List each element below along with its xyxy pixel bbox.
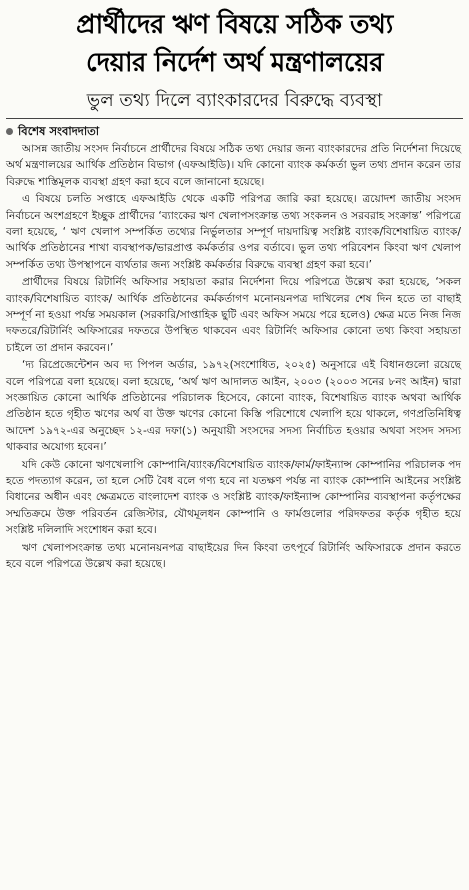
byline-text: বিশেষ সংবাদদাতা bbox=[18, 124, 100, 138]
headline-line-2: দেয়ার নির্দেশ অর্থ মন্ত্রণালয়ের bbox=[85, 48, 383, 78]
article-body bbox=[6, 141, 461, 572]
headline-line-1: প্রার্থীদের ঋণ বিষয়ে সঠিক তথ্য bbox=[76, 10, 393, 40]
paragraph-5: যদি কেউ কোনো ঋণখেলাপি কোম্পানি/ব্যাংক/বিশেষায়িত ব্যাংক/ফার্ম/ফাইন্যান্স কোম্পানির পরিচালক পদ হতে পদত্যাগ করেন, তা হলে সেটি বৈধ বলে গণ্য হবে না যতক্ষণ পর্যন্ত না ব্যাংক কোম্পানি আইনের সংশ্লিষ্ট বিধানের অধীন এবং ক্ষেত্রমতে বাংলাদেশ ব্যাংক ও সংশ্লিষ্ট ব্যাংক/ফাইন্যান্স কোম্পানির ব্যবস্থাপনা কর্তৃপক্ষের সম্মতিক্রমে উক্ত পরিবর্তন রেজিস্টার, যৌথমূলধন কোম্পানি ও ফার্মগুলোর পরিদফতর কর্তৃক গৃহীত হয়ে সংশ্লিষ্ট দলিলাদি সংশোধন করা হবে। bbox=[6, 458, 461, 536]
paragraph-3: প্রার্থীদের বিষয়ে রিটার্নিং অফিসার সহায়তা করার নির্দেশনা দিয়ে পরিপত্রে উল্লেখ করা হয়েছে, ‘সকল ব্যাংক/বিশেষায়িত ব্যাংক/ আর্থিক প্রতিষ্ঠানের কর্মকর্তাগণ মনোনয়নপত্র দাখিলের শেষ দিন হতে তা বাছাই সম্পূর্ণ না হওয়া পর্যন্ত সময়কাল (সরকারি/সাপ্তাহিক ছুটি এবং অফিস সময়ে পরে হলেও) ক্ষেত্র মতে নিজ নিজ দফতরে/রিটার্নিং অফিসারের দফতরে উপস্থিত থাকবেন এবং রিটার্নিং অফিসার কোনো তথ্য কিংবা সহায়তা চাইলে তা প্রদান করবেন।’ bbox=[6, 276, 461, 354]
paragraph-6: ঋণ খেলাপসংক্রান্ত তথ্য মনোনয়নপত্র বাছাইয়ের দিন কিংবা তৎপূর্বে রিটার্নিং অফিসারকে প্রদান করতে হবে বলে পরিপত্রে উল্লেখ করা হয়েছে। bbox=[6, 541, 461, 570]
paragraph-4: ‘দ্য রিপ্রেজেন্টেশন অব দ্য পিপল অর্ডার, ১৯৭২(সংশোধিত, ২০২৫) অনুসারে এই বিধানগুলো রয়েছে বলে পরিপত্রে বলা হয়েছে। বলা হয়েছে, ‘অর্থ ঋণ আদালত আইন, ২০০৩ (২০০৩ সনের ৮নং আইন) দ্বারা সংজ্ঞায়িত কোনো আর্থিক প্রতিষ্ঠানের পরিচালক হিসেবে, কোনো ব্যাংক, বিশেষায়িত ব্যাংক অথবা আর্থিক প্রতিষ্ঠান হতে গৃহীত ঋণের অর্থ বা উক্ত ঋণের কোনো কিস্তি পরিশোধে খেলাপি হয়ে থাকলে, গণপ্রতিনিধিত্ব আদেশ ১৯৭২-এর অনুচ্ছেদ ১২-এর দফা(১) অনুযায়ী সংসদের সদস্য নির্বাচিত হওয়ার অথবা সংসদ সদস্য থাকবার অযোগ্য হবেন।’ bbox=[6, 359, 461, 453]
divider bbox=[6, 118, 463, 119]
subheadline: ভুল তথ্য দিলে ব্যাংকারদের বিরুদ্ধে ব্যবস্থা bbox=[86, 90, 383, 111]
byline bbox=[6, 123, 461, 139]
headline bbox=[4, 6, 465, 82]
paragraph-1: আসন্ন জাতীয় সংসদ নির্বাচনে প্রার্থীদের বিষয়ে সঠিক তথ্য দেয়ার জন্য ব্যাংকারদের প্রতি নির্দেশনা দিয়েছে অর্থ মন্ত্রণালয়ের আর্থিক প্রতিষ্ঠান বিভাগ (এফআইডি)। যদি কোনো ব্যাংক কর্মকর্তা ভুল তথ্য প্রদান করেন তার বিরুদ্ধে শাস্তিমূলক ব্যবস্থা গ্রহণ করা হবে বলে জানানো হয়েছে। bbox=[6, 143, 461, 188]
paragraph-2: এ বিষয়ে চলতি সপ্তাহে এফআইডি থেকে একটি পরিপত্র জারি করা হয়েছে। ত্রয়োদশ জাতীয় সংসদ নির্বাচনে অংশগ্রহণে ইচ্ছুক প্রার্থীদের ‘ব্যাংকের ঋণ খেলাপসংক্রান্ত তথ্য সংকলন ও সরবরাহ সংক্রান্ত’ পরিপত্রে বলা হয়েছে, ‘ ঋণ খেলাপ সম্পর্কিত তথ্যের নির্ভুলতার সম্পূর্ণ দায়দায়িত্ব সংশ্লিষ্ট ব্যাংক/বিশেষায়িত ব্যাংক/আর্থিক প্রতিষ্ঠানের শাখা ব্যবস্থাপক/ভারপ্রাপ্ত কর্মকর্তার ওপর বর্তাবে। ভুল তথ্য পরিবেশন কিংবা ঋণ খেলাপ সম্পর্কিত তথ্য উপস্থাপনে ব্যর্থতার জন্য সংশ্লিষ্ট কর্মকর্তার বিরুদ্ধে ব্যবস্থা গ্রহণ করা হবে।’ bbox=[6, 193, 461, 271]
bullet-icon bbox=[6, 128, 13, 135]
